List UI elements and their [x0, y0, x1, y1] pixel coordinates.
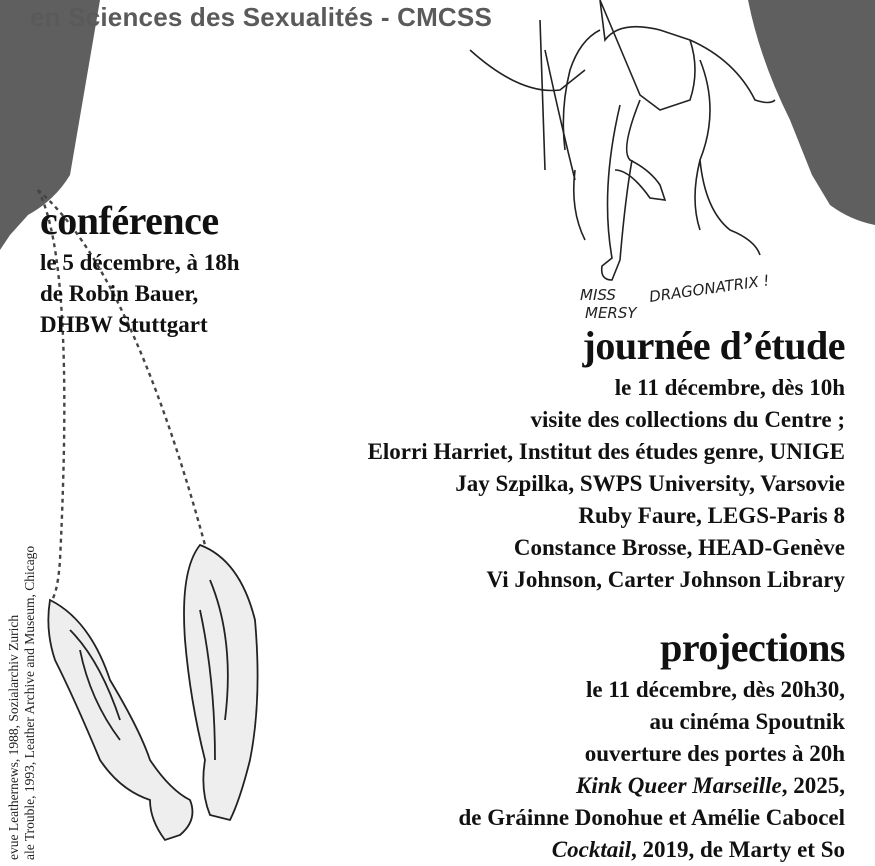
clamp-shapes: [48, 545, 257, 840]
credit-line-2: ale Trouble, 1993, Leather Archive and Museum, Chicago: [22, 545, 37, 860]
film-1-credit: de Gráinne Donohue et Amélie Cabocel: [458, 805, 845, 830]
journee-speaker-3: Ruby Faure, LEGS-Paris 8: [578, 503, 845, 528]
svg-text:MERSY: MERSY: [585, 304, 637, 322]
journee-speaker-1: Elorri Harriet, Institut des études genre, UNIGE: [367, 439, 845, 464]
conference-speaker: de Robin Bauer,: [40, 281, 199, 306]
journee-date: le 11 décembre, dès 10h: [614, 375, 845, 400]
credit-line-1: evue Leathernews, 1988, Sozialarchiv Zurich: [6, 614, 21, 860]
right-grey-frame: [748, 0, 875, 225]
projections-venue: au cinéma Spoutnik: [649, 709, 845, 734]
conference-title: conférence: [40, 198, 219, 243]
film-2-line: [552, 834, 845, 866]
projections-date: le 11 décembre, dès 20h30,: [586, 677, 845, 702]
conference-date: le 5 décembre, à 18h: [40, 250, 240, 275]
journee-visit: visite des collections du Centre ;: [530, 407, 845, 432]
projections-doors: ouverture des portes à 20h: [584, 741, 845, 766]
film-1-title: Kink Queer Marseille: [576, 773, 782, 798]
film-2-rest: , 2019, de Marty et So: [631, 837, 845, 862]
film-2-title: Cocktail: [551, 837, 631, 862]
journee-speaker-2: Jay Szpilka, SWPS University, Varsovie: [455, 471, 845, 496]
header-text: en Sciences des Sexualités - CMCSS: [30, 2, 492, 32]
journee-title: journée d’étude: [582, 323, 845, 368]
journee-speaker-4: Constance Brosse, HEAD-Genève: [513, 535, 845, 560]
journee-speaker-5: Vi Johnson, Carter Johnson Library: [486, 567, 845, 592]
film-1-year: , 2025,: [781, 773, 845, 798]
dominatrix-illustration: [470, 0, 775, 280]
svg-text:DRAGONATRIX !: DRAGONATRIX !: [648, 271, 771, 306]
image-credits: [6, 546, 38, 860]
projections-title: projections: [660, 625, 845, 670]
film-1-line: [576, 770, 845, 802]
svg-text:MISS: MISS: [580, 286, 616, 304]
conference-affiliation: DHBW Stuttgart: [40, 312, 208, 337]
